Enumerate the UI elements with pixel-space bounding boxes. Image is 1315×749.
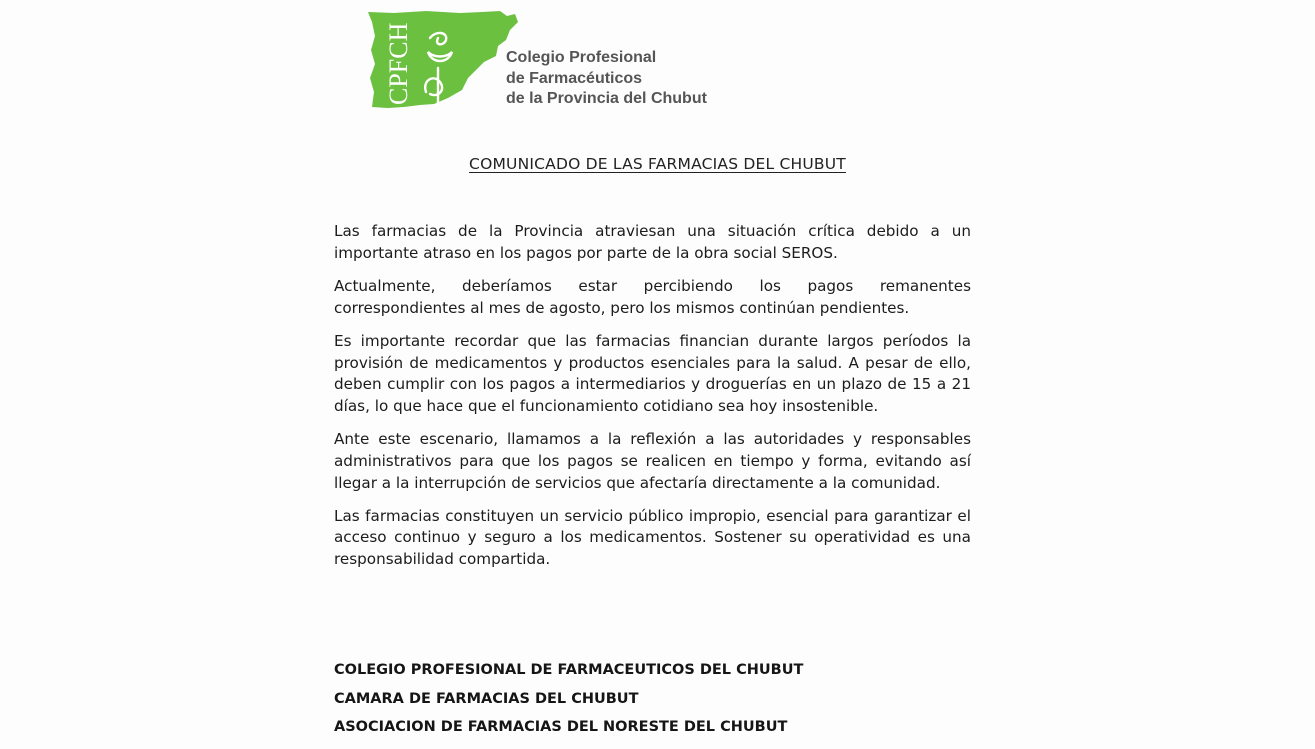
document-title	[0, 155, 1315, 173]
paragraph: Ante este escenario, llamamos a la reflexión a las autoridades y responsables administrativos para que los pagos se realicen en tiempo y forma, evitando así llegar a la interrupción de servicios que afectaría directamente a la comunidad.	[334, 430, 971, 492]
paragraph: Las farmacias de la Provincia atraviesan una situación crítica debido a un importante atraso en los pagos por parte de la obra social SEROS.	[334, 222, 971, 262]
document-title-text: COMUNICADO DE LAS FARMACIAS DEL CHUBUT	[469, 155, 846, 173]
signatory: ASOCIACION DE FARMACIAS DEL NORESTE DEL CHUBUT	[334, 719, 788, 736]
logo-initials: CPFCH	[384, 22, 413, 105]
signatory: COLEGIO PROFESIONAL DE FARMACEUTICOS DEL CHUBUT	[334, 662, 804, 678]
paragraph: Actualmente, deberíamos estar percibiendo los pagos remanentes correspondientes al mes de agosto, pero los mismos continúan pendientes.	[334, 276, 971, 317]
document-body	[334, 221, 971, 582]
signatory: CAMARA DE FARMACIAS DEL CHUBUT	[334, 690, 639, 707]
paragraph: Las farmacias constituyen un servicio público impropio, esencial para garantizar el acceso continuo y seguro a los medicamentos. Sostener su operatividad es una responsabilidad compartida.	[334, 506, 971, 569]
org-name-line: Colegio Profesional	[506, 49, 657, 66]
organization-name	[506, 48, 707, 110]
org-name-line: de Farmacéuticos	[506, 69, 643, 87]
cpfch-logo	[364, 8, 524, 110]
signatories-block	[334, 656, 803, 742]
chubut-map-logo-icon	[364, 8, 524, 110]
org-name-line: de la Provincia del Chubut	[506, 90, 707, 107]
paragraph: Es importante recordar que las farmacias financian durante largos períodos la provisión de medicamentos y productos esenciales para la salud. A pesar de ello, deben cumplir con los pagos a intermediarios y droguerías en un plazo de 15 a 21 días, lo que hace que el funcionamiento cotidiano sea hoy insostenible.	[334, 331, 971, 415]
